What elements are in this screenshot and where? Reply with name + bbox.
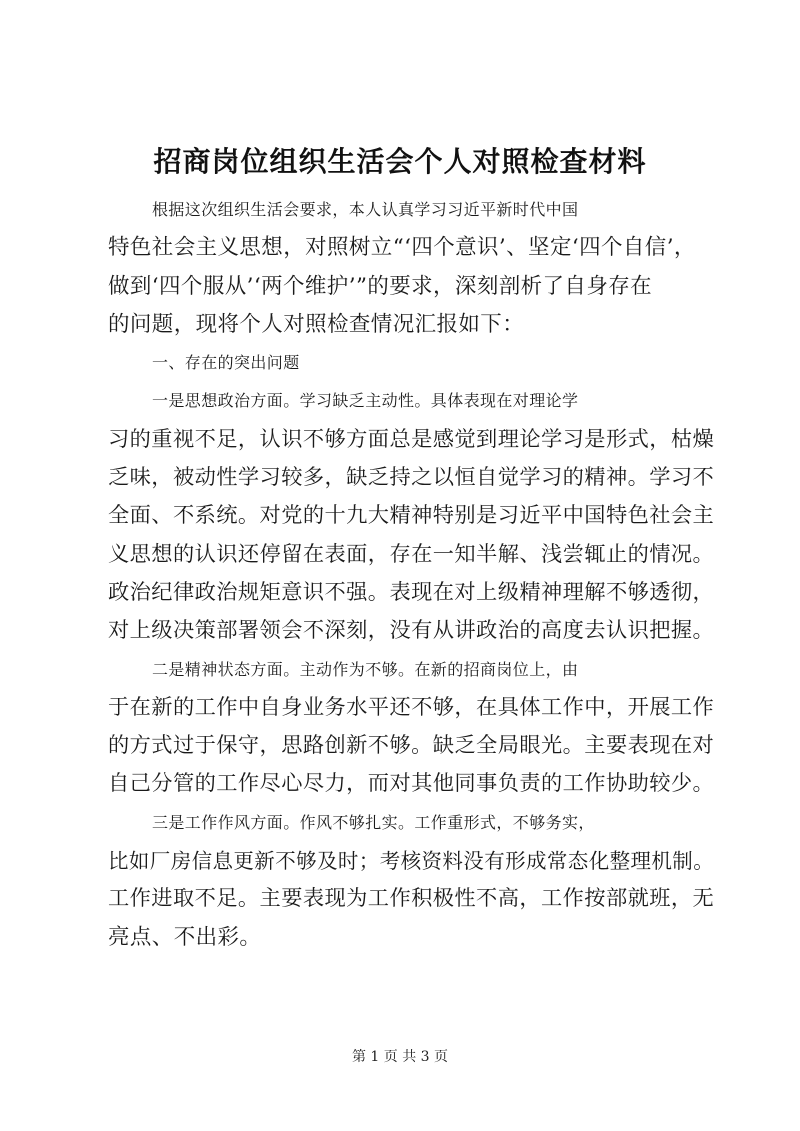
body-line: 于在新的工作中自身业务水平还不够，在具体工作中，开展工作: [108, 694, 715, 720]
body-line: 工作进取不足。主要表现为工作积极性不高，工作按部就班，无: [108, 886, 715, 912]
body-line: 对上级决策部署领会不深刻，没有从讲政治的高度去认识把握。: [108, 618, 715, 644]
body-line: 亮点、不出彩。: [108, 924, 262, 950]
body-line: 二是精神状态方面。主动作为不够。在新的招商岗位上，由: [152, 659, 579, 679]
body-line: 自己分管的工作尽心尽力，而对其他同事负责的工作协助较少。: [108, 771, 715, 797]
body-line: 的方式过于保守，思路创新不够。缺乏全局眼光。主要表现在对: [108, 733, 715, 759]
document-body: [108, 191, 716, 957]
body-line: 乏味，被动性学习较多，缺乏持之以恒自觉学习的精神。学习不: [108, 465, 715, 491]
body-line: 的问题，现将个人对照检查情况汇报如下：: [108, 311, 525, 337]
body-line: 习的重视不足，认识不够方面总是感觉到理论学习是形式，枯燥: [108, 426, 715, 452]
body-line: 义思想的认识还停留在表面，存在一知半解、浅尝辄止的情况。: [108, 541, 715, 567]
body-line: 比如厂房信息更新不够及时；考核资料没有形成常态化整理机制。: [108, 849, 715, 874]
body-line: 全面、不系统。对党的十九大精神特别是习近平中国特色社会主: [108, 503, 715, 529]
body-line: 一、存在的突出问题: [152, 353, 300, 373]
body-line: 政治纪律政治规矩意识不强。表现在对上级精神理解不够透彻，: [108, 579, 715, 605]
page-footer: 第 1 页 共 3 页: [351, 1049, 449, 1065]
body-line: 做到‘四个服从’‘两个维护’”的要求，深刻剖析了自身存在: [108, 273, 653, 299]
body-line: 根据这次组织生活会要求，本人认真学习习近平新时代中国: [152, 200, 579, 219]
document-title: 招商岗位组织生活会个人对照检查材料: [153, 145, 647, 178]
body-line: 三是工作作风方面。作风不够扎实。工作重形式，不够务实，: [152, 812, 595, 832]
body-line: 特色社会主义思想，对照树立“‘四个意识’、坚定‘四个自信’，: [108, 235, 696, 261]
body-line: 一是思想政治方面。学习缺乏主动性。具体表现在对理论学: [152, 391, 579, 411]
